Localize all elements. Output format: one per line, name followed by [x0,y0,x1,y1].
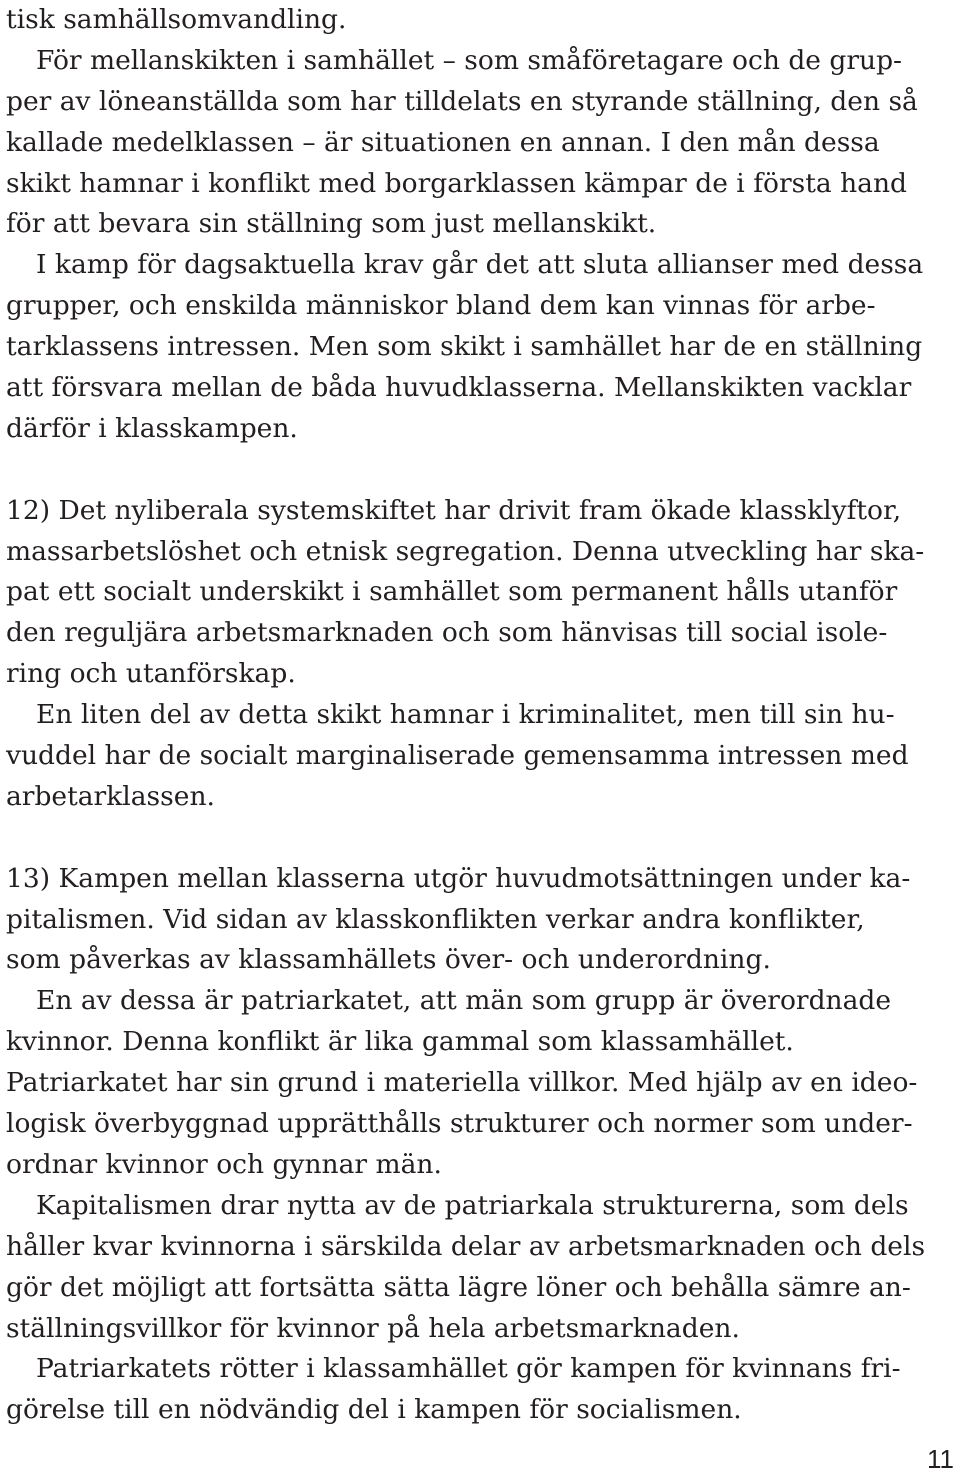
text-line: arbetarklassen. [6,780,215,812]
paragraph-gap [6,450,954,491]
text-line: ordnar kvinnor och gynnar män. [6,1148,442,1180]
text-line: att försvara mellan de båda huvudklasserna. Mellanskikten vacklar [6,372,912,404]
page-number: 11 [927,1444,954,1474]
text-line: ring och utanförskap. [6,658,296,690]
text-line: tisk samhällsomvandling. [6,4,347,35]
text-line: tarklassens intressen. Men som skikt i samhället har de en ställning [6,331,923,363]
text-line: 12) Det nyliberala systemskiftet har drivit fram ökade klassklyftor, [6,494,902,526]
text-line: En av dessa är patriarkatet, att män som grupp är överordnade [36,985,892,1017]
text-line: pat ett socialt underskikt i samhället som permanent hålls utanför [6,576,898,608]
body-text [6,0,954,1431]
text-line: kvinnor. Denna konflikt är lika gammal som klassamhället. [6,1026,794,1058]
text-line: skikt hamnar i konflikt med borgarklassen kämpar de i första hand [6,167,907,199]
text-line: pitalismen. Vid sidan av klasskonflikten verkar andra konflikter, [6,903,865,935]
text-line: håller kvar kvinnorna i särskilda delar av arbetsmarknaden och dels [6,1230,926,1262]
text-line: En liten del av detta skikt hamnar i kriminalitet, men till sin hu- [36,699,895,731]
text-line: görelse till en nödvändig del i kampen för socialismen. [6,1394,742,1426]
text-line: Kapitalismen drar nytta av de patriarkala strukturerna, som dels [36,1189,909,1221]
text-line: För mellanskikten i samhället – som småföretagare och de grup- [36,44,902,76]
paragraph-gap [6,818,954,859]
text-line: därför i klasskampen. [6,412,298,444]
text-line: logisk överbyggnad upprätthålls strukturer och normer som under- [6,1108,913,1140]
text-line: den reguljära arbetsmarknaden och som hänvisas till social isole- [6,617,888,649]
text-line: per av löneanställda som har tilldelats en styrande ställning, den så [6,85,918,117]
text-line: Patriarkatets rötter i klassamhället gör kampen för kvinnans fri- [36,1353,901,1385]
text-line: för att bevara sin ställning som just mellanskikt. [6,208,657,240]
text-line: ställningsvillkor för kvinnor på hela arbetsmarknaden. [6,1312,740,1344]
text-line: vuddel har de socialt marginaliserade gemensamma intressen med [6,740,909,772]
text-line: I kamp för dagsaktuella krav går det att sluta allianser med dessa [36,249,924,281]
text-line: gör det möjligt att fortsätta sätta lägre löner och behålla sämre an- [6,1271,911,1303]
text-line: kallade medelklassen – är situationen en annan. I den mån dessa [6,126,880,158]
text-line: som påverkas av klassamhällets över- och underordning. [6,944,771,976]
text-line: grupper, och enskilda människor bland dem kan vinnas för arbe- [6,290,876,322]
text-line: Patriarkatet har sin grund i materiella villkor. Med hjälp av en ideo- [6,1067,918,1099]
text-line: 13) Kampen mellan klasserna utgör huvudmotsättningen under ka- [6,862,911,894]
text-line: massarbetslöshet och etnisk segregation. Denna utveckling har ska- [6,535,925,567]
